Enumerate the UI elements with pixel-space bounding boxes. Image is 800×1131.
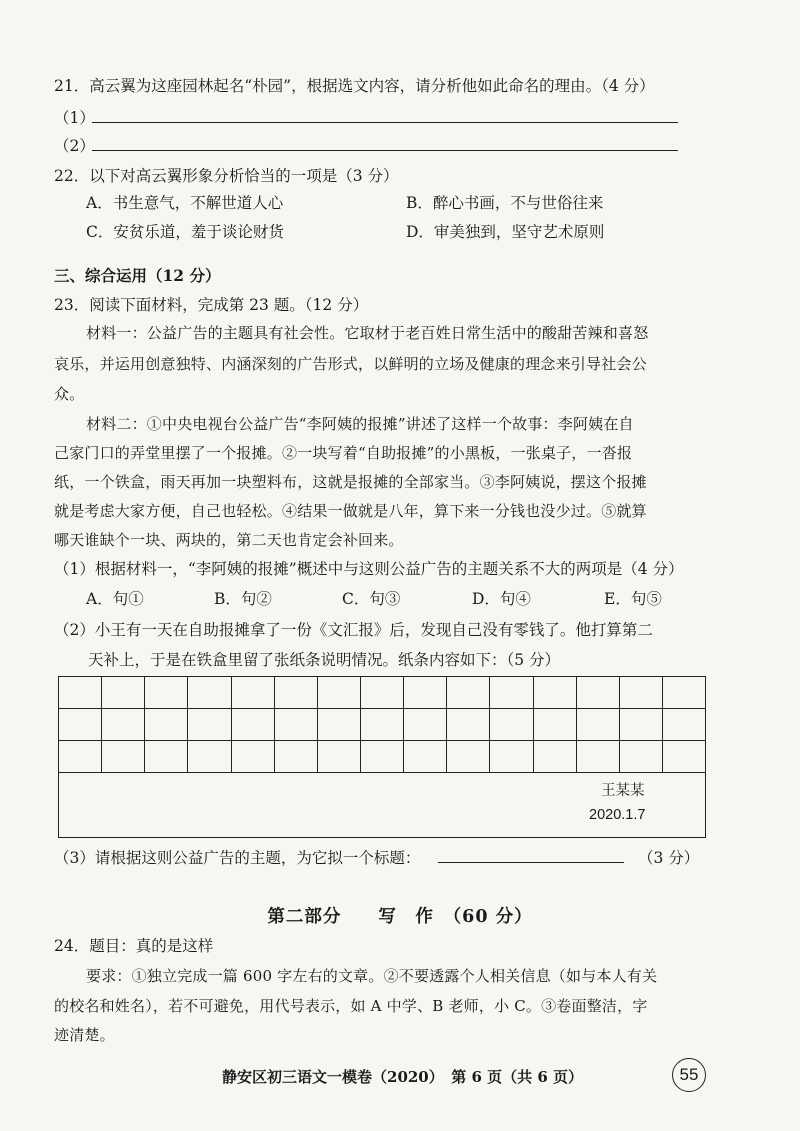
q23-subquestion-1: （1）根据材料一，“李阿姨的报摊”概述中与这则公益广告的主题关系不大的两项是（4 分）: [54, 560, 684, 578]
material-1-line-3: 众。: [54, 385, 85, 403]
q22-option-d[interactable]: D．审美独到，坚守艺术原则: [406, 223, 605, 241]
q23-subquestion-3-score: （3 分）: [638, 849, 700, 867]
q23-option-b[interactable]: B．句②: [214, 590, 272, 608]
material-2-line-5: 哪天谁缺个一块、两块的，第二天也肯定会补回来。: [54, 531, 404, 549]
q23-option-e[interactable]: E．句⑤: [604, 590, 662, 608]
q23-option-a[interactable]: A．句①: [86, 590, 144, 608]
question-22: 22．以下对高云翼形象分析恰当的一项是（3 分）: [54, 167, 399, 185]
part-2-heading: 第二部分 写 作 （60 分）: [267, 907, 533, 927]
question-23: 23．阅读下面材料，完成第 23 题。（12 分）: [54, 296, 369, 314]
material-2-line-1: 材料二：①中央电视台公益广告“李阿姨的报摊”讲述了这样一个故事：李阿姨在自: [86, 415, 634, 433]
question-24-title: 24．题目：真的是这样: [54, 937, 214, 955]
q23-subquestion-2-line-2: 天补上，于是在铁盒里留了张纸条说明情况。纸条内容如下：（5 分）: [88, 651, 561, 669]
q21-blank-2-label: （2）: [54, 137, 95, 155]
q23-subquestion-2-line-1: （2）小王有一天在自助报摊拿了一份《文汇报》后，发现自己没有零钱了。他打算第二: [54, 621, 653, 639]
q24-requirement-line-1: 要求：①独立完成一篇 600 字左右的文章。②不要透露个人相关信息（如与本人有关: [86, 967, 658, 985]
note-writing-grid[interactable]: [58, 676, 706, 838]
q23-title-answer-line[interactable]: [438, 862, 624, 863]
note-date: 2020.1.7: [589, 807, 646, 823]
material-1-line-2: 哀乐，并运用创意独特、内涵深刻的广告形式，以鲜明的立场及健康的理念来引导社会公: [54, 355, 647, 373]
note-signature: 王某某: [601, 783, 645, 799]
q24-requirement-line-2: 的校名和姓名），若不可避免，用代号表示，如 A 中学、B 老师，小 C。③卷面整洁，字: [54, 997, 648, 1015]
q22-option-a[interactable]: A．书生意气，不解世道人心: [86, 194, 284, 212]
material-1-line-1: 材料一：公益广告的主题具有社会性。它取材于老百姓日常生活中的酸甜苦辣和喜怒: [86, 324, 649, 342]
question-21: 21．高云翼为这座园林起名“朴园”，根据选文内容，请分析他如此命名的理由。（4 分）: [54, 77, 655, 95]
q23-subquestion-3: （3）请根据这则公益广告的主题，为它拟一个标题：: [54, 849, 421, 867]
q21-answer-line-2[interactable]: [92, 150, 678, 151]
q21-answer-line-1[interactable]: [92, 122, 678, 123]
material-2-line-2: 己家门口的弄堂里摆了一个报摊。②一块写着“自助报摊”的小黑板，一张桌子，一沓报: [54, 444, 633, 462]
section-3-heading: 三、综合运用（12 分）: [54, 266, 221, 285]
material-2-line-3: 纸，一个铁盒，雨天再加一块塑料布，这就是报摊的全部家当。③李阿姨说，摆这个报摊: [54, 473, 647, 491]
q22-option-b[interactable]: B．醉心书画，不与世俗往来: [406, 194, 604, 212]
material-2-line-4: 就是考虑大家方便，自己也轻松。④结果一做就是八年，算下来一分钱也没少过。⑤就算: [54, 502, 647, 520]
grid-row: [59, 677, 705, 709]
q23-option-d[interactable]: D．句④: [472, 590, 531, 608]
q22-option-c[interactable]: C．安贫乐道，羞于谈论财货: [86, 223, 284, 241]
page-footer: 静安区初三语文一模卷（2020） 第 6 页（共 6 页）: [222, 1068, 584, 1086]
page-mark-badge: 55: [672, 1058, 706, 1092]
q21-blank-1-label: （1）: [54, 109, 95, 127]
q24-requirement-line-3: 迹清楚。: [54, 1026, 115, 1044]
grid-row: [59, 709, 705, 741]
q23-option-c[interactable]: C．句③: [342, 590, 401, 608]
grid-row: [59, 741, 705, 773]
